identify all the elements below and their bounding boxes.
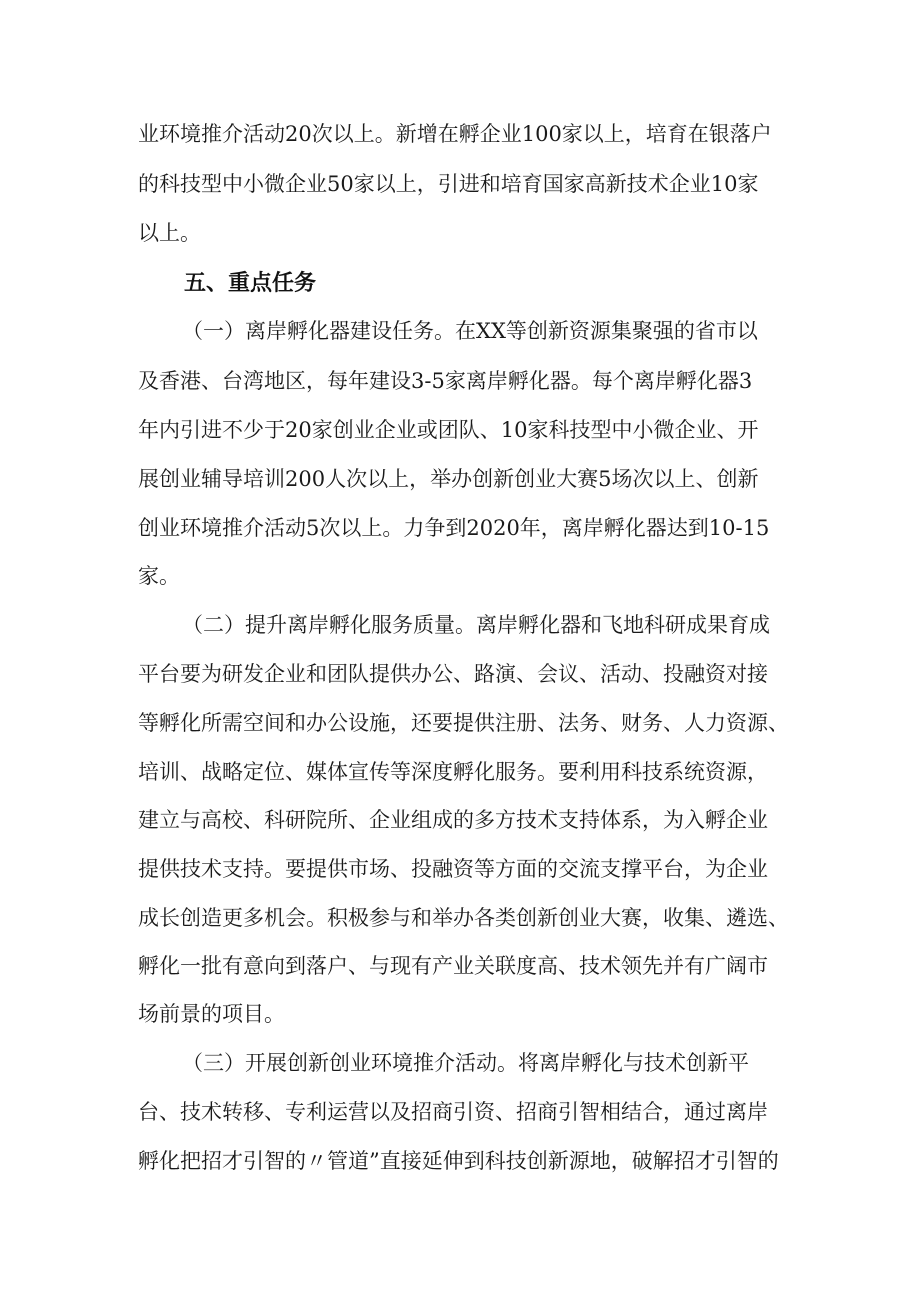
paragraph-line: 展创业辅导培训200人次以上，举办创新创业大赛5场次以上、创新 [138, 467, 759, 491]
paragraph-line: 等孵化所需空间和办公设施，还要提供注册、法务、财务、人力资源、 [138, 711, 789, 735]
paragraph-line: 台、技术转移、专利运营以及招商引资、招商引智相结合，通过离岸 [138, 1100, 768, 1124]
paragraph-line: 场前景的项目。 [138, 1002, 285, 1026]
paragraph-line: 的科技型中小微企业50家以上，引进和培育国家高新技术企业10家 [138, 172, 759, 196]
paragraph-line: 孵化把招才引智的〃管道”直接延伸到科技创新源地，破解招才引智的 [138, 1149, 779, 1173]
paragraph-line: 业环境推介活动20次以上。新增在孵企业100家以上，培育在银落户 [138, 122, 772, 146]
paragraph-line: 家。 [138, 564, 180, 588]
paragraph-line: 平台要为研发企业和团队提供办公、路演、会议、活动、投融资对接 [138, 662, 768, 686]
paragraph-line: 及香港、台湾地区，每年建设3-5家离岸孵化器。每个离岸孵化器3 [138, 369, 753, 393]
paragraph-line: 创业环境推介活动5次以上。力争到2020年，离岸孵化器达到10-15 [138, 516, 770, 540]
paragraph-line: 成长创造更多机会。积极参与和举办各类创新创业大赛，收集、遴选、 [138, 906, 789, 930]
paragraph-line: 年内引进不少于20家创业企业或团队、10家科技型中小微企业、开 [138, 418, 759, 442]
paragraph-line: （一）离岸孵化器建设任务。在XX等创新资源集聚强的省市以 [182, 319, 758, 343]
paragraph-line: （三）开展创新创业环境推介活动。将离岸孵化与技术创新平 [182, 1051, 749, 1075]
paragraph-line: （二）提升离岸孵化服务质量。离岸孵化器和飞地科研成果育成 [182, 613, 770, 637]
paragraph-line: 孵化一批有意向到落户、与现有产业关联度高、技术领先并有广阔市 [138, 954, 768, 978]
section-heading: 五、重点任务 [184, 271, 317, 296]
paragraph-line: 培训、战略定位、媒体宣传等深度孵化服务。要利用科技系统资源， [138, 760, 768, 784]
paragraph-line: 建立与高校、科研院所、企业组成的多方技术支持体系，为入孵企业 [138, 808, 768, 832]
paragraph-line: 提供技术支持。要提供市场、投融资等方面的交流支撑平台，为企业 [138, 857, 768, 881]
paragraph-line: 以上。 [138, 221, 201, 245]
